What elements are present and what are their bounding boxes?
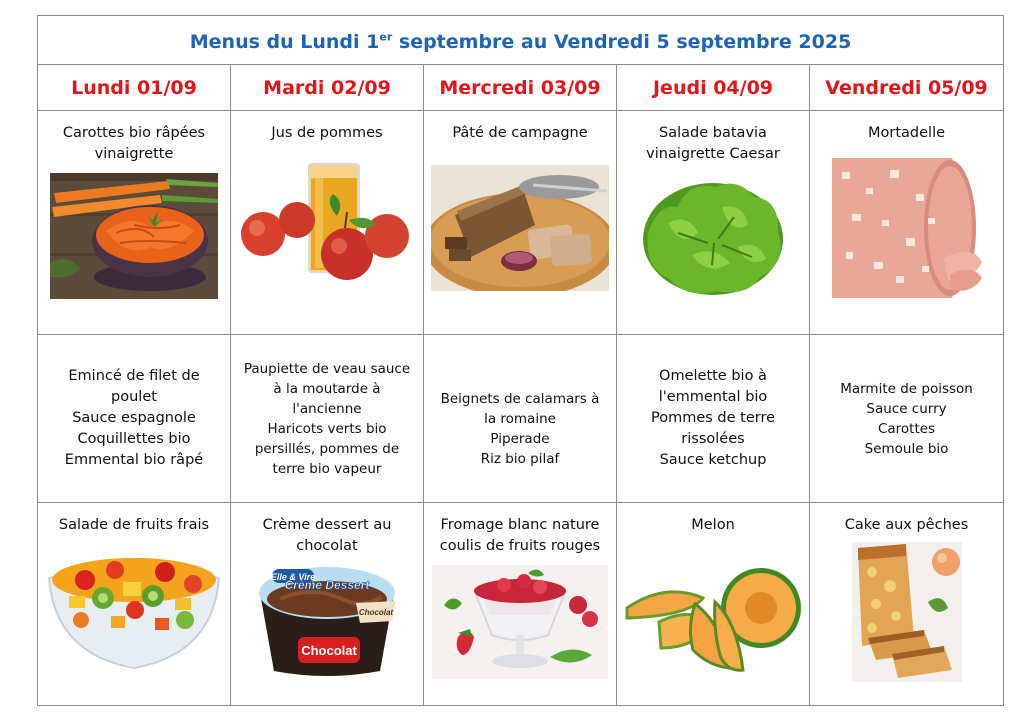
- chocolate-cream-icon: [252, 563, 402, 679]
- day-header-wednesday: Mercredi 03/09: [424, 65, 617, 111]
- starter-wednesday: Pâté de campagne: [424, 111, 617, 335]
- dessert-monday: Salade de fruits frais: [38, 503, 231, 706]
- starter-tuesday: Jus de pommes: [231, 111, 424, 335]
- dessert-tuesday: Crème dessert au chocolat Elle & Vire Crème Dessert Chocolat Chocolat: [231, 503, 424, 706]
- dessert-friday: Cake aux pêches: [810, 503, 1004, 706]
- grated-carrots-icon: [50, 173, 218, 299]
- flavor-label: Chocolat: [301, 643, 357, 659]
- product-label: Crème Dessert: [284, 578, 370, 593]
- melon-icon: [625, 562, 801, 674]
- starter-friday: Mortadelle: [810, 111, 1004, 335]
- main-friday: Marmite de poisson Sauce curry Carottes Semoule bio: [810, 335, 1004, 503]
- pate-icon: [431, 165, 609, 291]
- fruit-salad-icon: [45, 550, 223, 674]
- starter-thursday: Salade batavia vinaigrette Caesar: [617, 111, 810, 335]
- day-header-thursday: Jeudi 04/09: [617, 65, 810, 111]
- apple-juice-icon: [237, 158, 417, 286]
- brand-label: Elle & Vire: [270, 572, 316, 583]
- day-header-monday: Lundi 01/09: [38, 65, 231, 111]
- main-wednesday: Beignets de calamars à la romaine Piperade Riz bio pilaf: [424, 335, 617, 503]
- dessert-thursday: Melon: [617, 503, 810, 706]
- flavor-sticker-label: Chocolat: [358, 608, 394, 618]
- lettuce-icon: [638, 173, 788, 299]
- weekly-menu-table: [37, 15, 1004, 706]
- day-header-tuesday: Mardi 02/09: [231, 65, 424, 111]
- main-monday: Emincé de filet de poulet Sauce espagnole Coquillettes bio Emmental bio râpé: [38, 335, 231, 503]
- menu-title: Menus du Lundi 1er septembre au Vendredi 5 septembre 2025: [189, 31, 852, 54]
- main-thursday: Omelette bio à l'emmental bio Pommes de terre rissolées Sauce ketchup: [617, 335, 810, 503]
- fromage-blanc-icon: [432, 565, 608, 679]
- dessert-wednesday: Fromage blanc nature coulis de fruits rouges: [424, 503, 617, 706]
- main-tuesday: Paupiette de veau sauce à la moutarde à l'ancienne Haricots verts bio persillés, pommes de terre bio vapeur: [231, 335, 424, 503]
- day-header-friday: Vendredi 05/09: [810, 65, 1004, 111]
- peach-cake-icon: [852, 542, 962, 682]
- menu-title-cell: [38, 16, 1004, 65]
- starter-monday: Carottes bio râpées vinaigrette: [38, 111, 231, 335]
- mortadella-icon: [832, 158, 982, 298]
